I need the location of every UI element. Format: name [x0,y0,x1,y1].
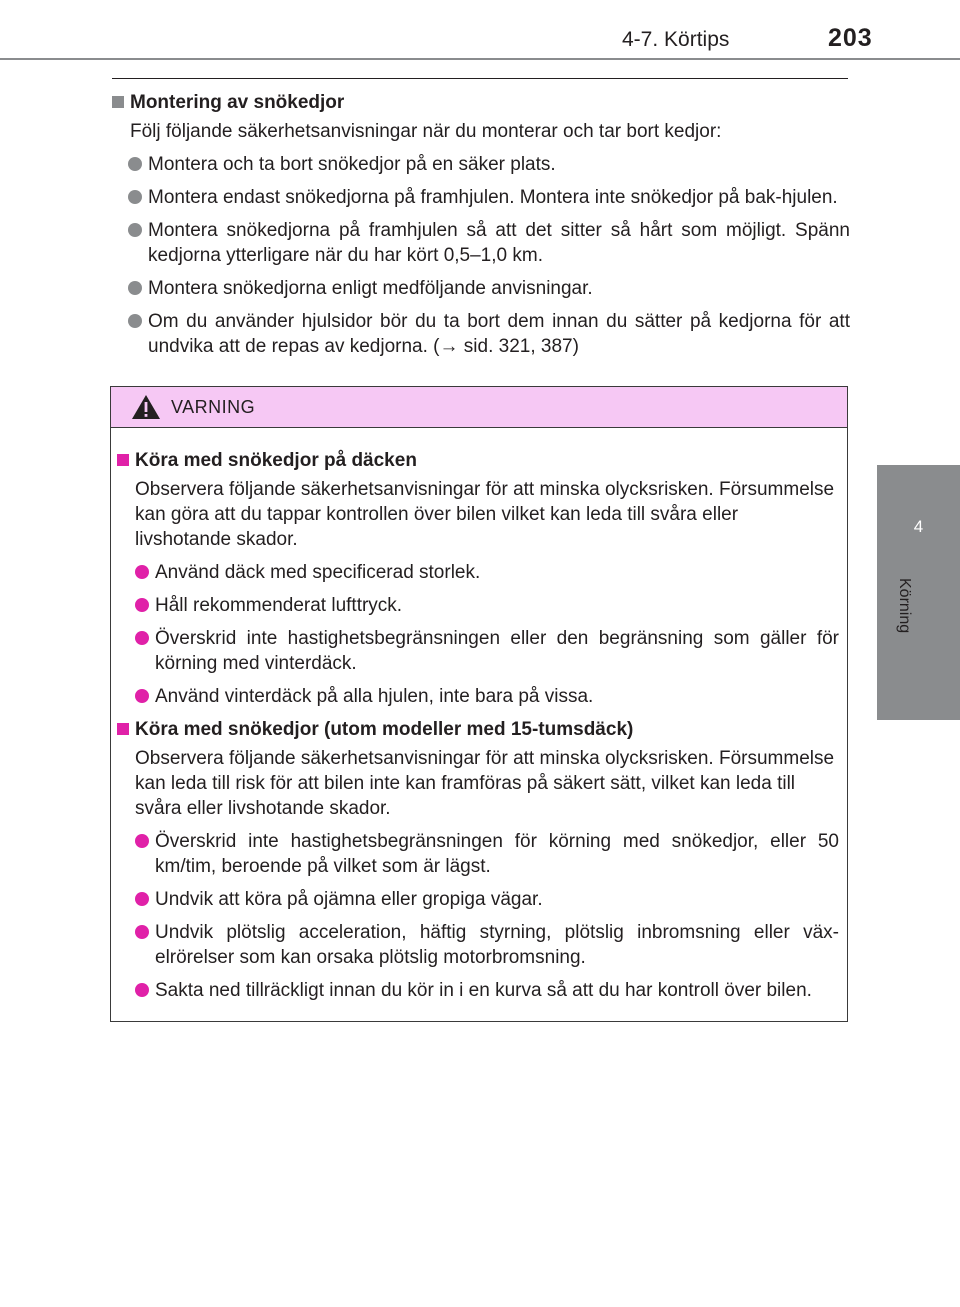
list-item: Använd däck med specificerad storlek. [117,560,839,585]
warning-header [111,387,847,428]
chapter-tab [877,465,960,720]
content-rule [112,78,848,79]
list-item: Använd vinterdäck på alla hjulen, inte bara på vissa. [117,684,839,709]
warning-heading: Köra med snökedjor (utom modeller med 15-tumsdäck) [117,717,839,742]
page-number: 203 [828,24,873,52]
circle-bullet-icon [135,598,149,612]
list-item: Om du använder hjulsidor bör du ta bort dem innan du sätter på kedjorna för att undvika att de repas av kedjorna. (→ sid. 321, 387) [112,309,850,359]
circle-bullet-icon [128,281,142,295]
warning-intro: Observera följande säkerhetsanvisningar för att minska olycksrisken. Försummelse kan leda till risk för att bilen inte kan framföras på säkert sätt, vilket kan leda till svåra eller livshotande skador. [135,748,835,819]
warning-title: VARNING [171,397,256,417]
list-item: Sakta ned tillräckligt innan du kör in i en kurva så att du har kontroll över bilen. [117,978,839,1003]
warning-heading: Köra med snökedjor på däcken [117,448,839,473]
circle-bullet-icon [128,190,142,204]
square-bullet-icon [117,454,129,466]
square-bullet-icon [112,96,124,108]
circle-bullet-icon [135,631,149,645]
header-rule [0,58,960,60]
circle-bullet-icon [135,834,149,848]
list-item: Montera snökedjorna på framhjulen så att det sitter så hårt som möjligt. Spänn kedjorna ytterligare när du har kört 0,5–1,0 km. [112,218,850,268]
list-item: Undvik att köra på ojämna eller gropiga vägar. [117,887,839,912]
list-item: Överskrid inte hastighetsbegränsningen eller den begränsning som gäller för körning med vinterdäck. [117,626,839,676]
circle-bullet-icon [135,565,149,579]
circle-bullet-icon [128,157,142,171]
circle-bullet-icon [135,892,149,906]
chapter-number: 4 [913,517,924,536]
main-content [112,90,850,359]
list-item: Undvik plötslig acceleration, häftig styrning, plötslig inbromsning eller väx-elrörelser som kan orsaka plötslig motorbromsning. [117,920,839,970]
circle-bullet-icon [135,925,149,939]
warning-body [111,428,847,1003]
square-bullet-icon [117,723,129,735]
warning-intro: Observera följande säkerhetsanvisningar för att minska olycksrisken. Försummelse kan göra att du tappar kontrollen över bilen vilket kan leda till svåra eller livshotande skador. [135,479,835,550]
section-heading: Montering av snökedjor [112,90,850,115]
section-intro: Följ följande säkerhetsanvisningar när du monterar och tar bort kedjor: [130,121,722,142]
list-item: Montera snökedjorna enligt medföljande anvisningar. [112,276,850,301]
circle-bullet-icon [135,983,149,997]
chapter-label: Körning [896,578,913,634]
list-item: Håll rekommenderat lufttryck. [117,593,839,618]
list-item: Montera endast snökedjorna på framhjulen. Montera inte snökedjor på bak-hjulen. [112,185,850,210]
list-item: Överskrid inte hastighetsbegränsningen för körning med snökedjor, eller 50 km/tim, beroende på vilket som är lägst. [117,829,839,879]
warning-triangle-icon [131,394,161,420]
warning-box [110,386,848,1022]
circle-bullet-icon [128,314,142,328]
circle-bullet-icon [128,223,142,237]
page-header [0,0,960,52]
list-item: Montera och ta bort snökedjor på en säker plats. [112,152,850,177]
circle-bullet-icon [135,689,149,703]
section-title: 4-7. Körtips [622,28,730,51]
